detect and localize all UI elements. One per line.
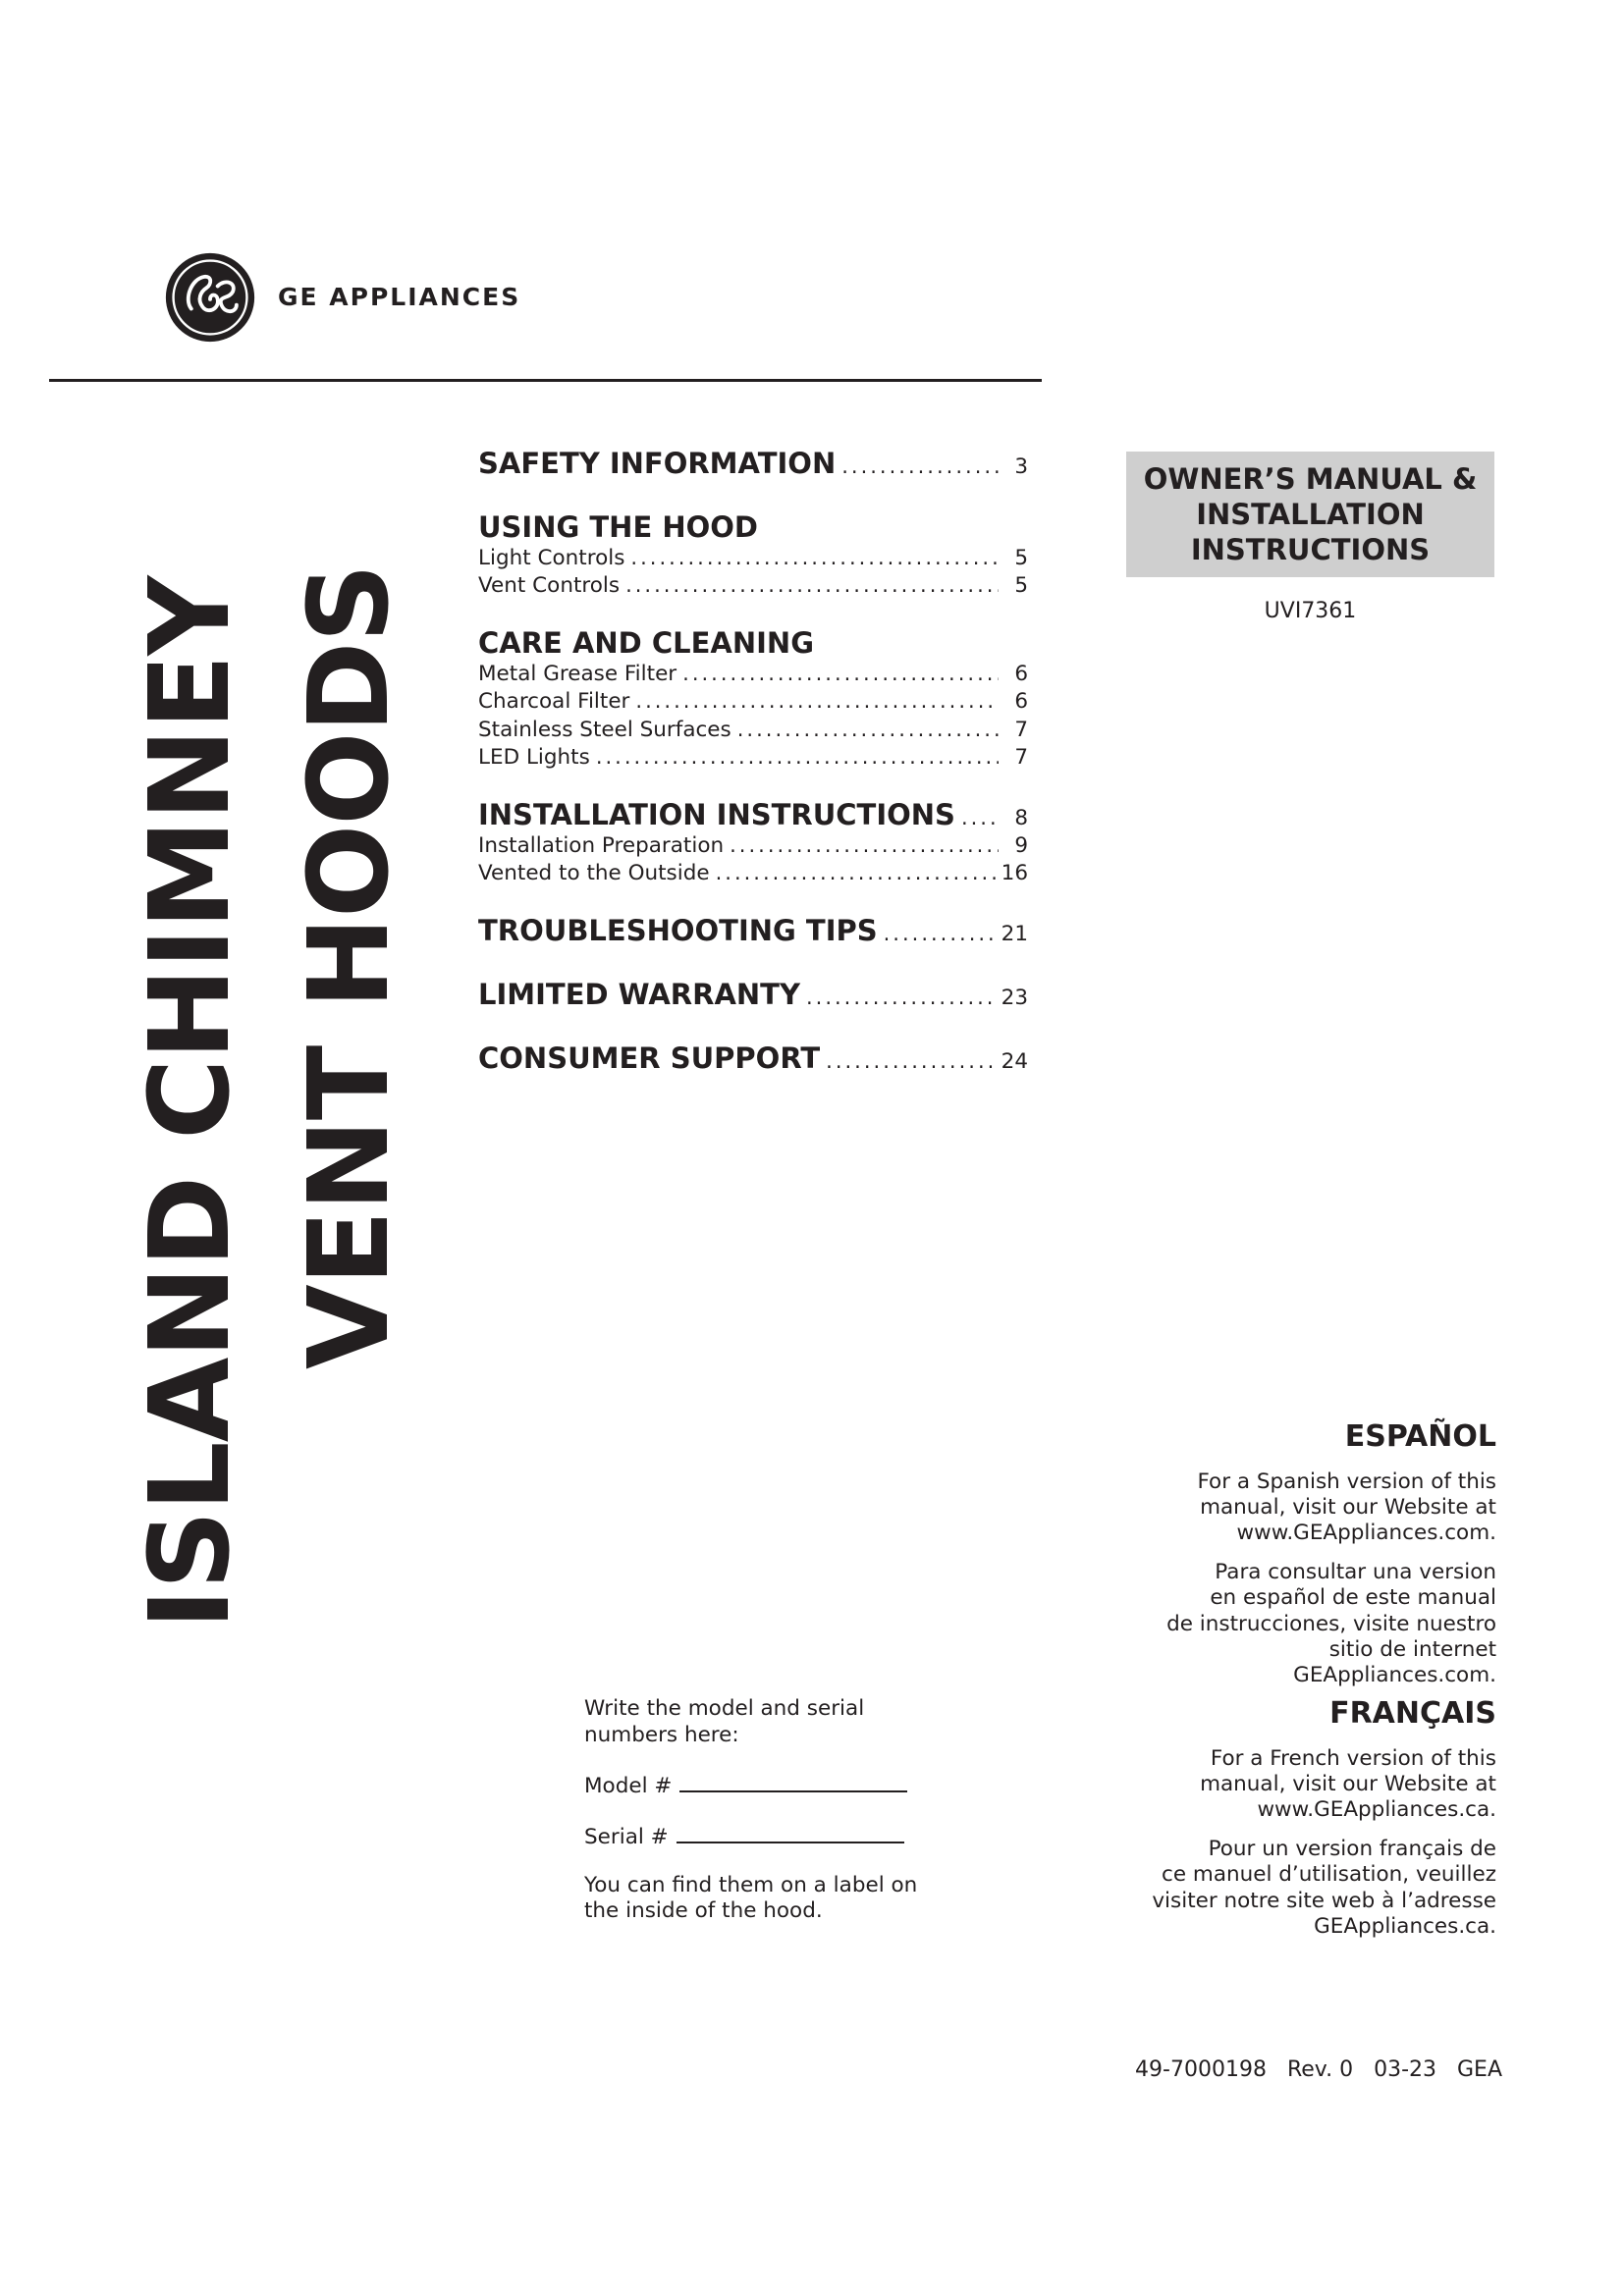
record-note [584, 1873, 1006, 1926]
model-label: Model # [584, 1773, 673, 1798]
text-line: manual, visit our Website at [1200, 1771, 1496, 1796]
text-line: Write the model and serial [584, 1696, 865, 1721]
toc-leader [596, 744, 999, 772]
toc-entry-troubleshooting[interactable] [478, 914, 1028, 948]
toc-entry-installation[interactable] [478, 798, 1028, 832]
francais-french-text [1152, 1837, 1496, 1940]
toc-entry-care-and-cleaning[interactable] [478, 626, 1028, 661]
toc-leader [682, 661, 999, 688]
toc-leader [635, 688, 999, 716]
toc-leader [716, 860, 996, 887]
serial-field[interactable] [584, 1822, 1006, 1851]
spanish-site-link-2[interactable]: GEAppliances.com. [1293, 1663, 1496, 1688]
text-line: manual, visit our Website at [1200, 1494, 1496, 1520]
toc-subentry[interactable] [478, 545, 1028, 573]
doc-number: 49-7000198 [1135, 2057, 1267, 2082]
toc-heading: SAFETY INFORMATION [478, 447, 837, 480]
text-line: de instrucciones, visite nuestro [1166, 1611, 1496, 1636]
toc-leader [961, 806, 999, 830]
document-footer [1135, 2057, 1502, 2082]
title-line-2: VENT HOODS [286, 563, 413, 1369]
text-line: sitio de internet [1328, 1636, 1496, 1662]
toc-subentry[interactable] [478, 688, 1028, 717]
brand-name: GE APPLIANCES [278, 283, 521, 311]
toc-leader [630, 545, 999, 572]
toc-leader [730, 832, 999, 860]
toc-leader [806, 986, 996, 1010]
text-line: ce manuel d’utilisation, veuillez [1162, 1862, 1496, 1888]
toc-heading: INSTALLATION INSTRUCTIONS [478, 797, 955, 831]
toc-page: 24 [1001, 1048, 1028, 1074]
date-code: 03-23 [1374, 2057, 1437, 2082]
toc-entry-warranty[interactable] [478, 978, 1028, 1012]
text-line: You can find them on a label on [584, 1872, 918, 1897]
revision: Rev. 0 [1286, 2057, 1354, 2082]
toc-leader [884, 922, 996, 946]
serial-blank[interactable] [677, 1822, 904, 1843]
model-blank[interactable] [679, 1771, 907, 1792]
text-line: visiter notre site web à l’adresse [1152, 1888, 1496, 1913]
francais-section [1152, 1696, 1496, 1940]
toc-sub-label: Stainless Steel Surfaces [478, 717, 731, 742]
espanol-spanish-text [1166, 1560, 1496, 1688]
text-line: numbers here: [584, 1722, 739, 1747]
toc-subentry[interactable] [478, 744, 1028, 773]
toc-page: 5 [1014, 545, 1028, 570]
text-line: For a French version of this [1210, 1745, 1496, 1771]
toc-subentry[interactable] [478, 832, 1028, 861]
toc-heading: USING THE HOOD [478, 509, 759, 544]
toc-heading: TROUBLESHOOTING TIPS [478, 913, 878, 947]
text-line: en español de este manual [1210, 1585, 1496, 1611]
toc-sub-label: Light Controls [478, 545, 625, 570]
toc-subentry[interactable] [478, 717, 1028, 745]
doc-type-line: OWNER’S MANUAL & [1143, 461, 1478, 496]
header-divider [49, 379, 1042, 382]
toc-subentry[interactable] [478, 860, 1028, 888]
text-line: For a Spanish version of this [1197, 1468, 1496, 1494]
toc-page: 16 [1001, 861, 1028, 886]
toc-sub-label: Charcoal Filter [478, 689, 630, 715]
toc-entry-using-the-hood[interactable] [478, 510, 1028, 545]
record-intro [584, 1696, 1006, 1749]
toc-page: 21 [1001, 921, 1028, 946]
francais-heading: FRANÇAIS [1329, 1696, 1496, 1731]
french-site-link[interactable]: www.GEAppliances.ca. [1257, 1797, 1496, 1823]
company-code: GEA [1457, 2057, 1502, 2082]
toc-leader [625, 572, 999, 600]
toc-leader [841, 454, 999, 479]
toc-entry-consumer-support[interactable] [478, 1041, 1028, 1076]
doc-type-line: INSTRUCTIONS [1190, 533, 1431, 567]
espanol-english-text [1166, 1469, 1496, 1547]
toc-page: 5 [1014, 573, 1028, 599]
text-line: the inside of the hood. [584, 1898, 823, 1924]
toc-page: 9 [1014, 832, 1028, 858]
toc-subentry[interactable] [478, 572, 1028, 601]
francais-english-text [1152, 1746, 1496, 1824]
toc-heading: CONSUMER SUPPORT [478, 1041, 821, 1075]
french-site-link-2[interactable]: GEAppliances.ca. [1314, 1913, 1496, 1939]
toc-leader [826, 1049, 995, 1074]
toc-sub-label: Installation Preparation [478, 832, 725, 858]
model-field[interactable] [584, 1771, 1006, 1800]
toc-sub-label: LED Lights [478, 745, 590, 771]
toc-heading: LIMITED WARRANTY [478, 977, 800, 1011]
toc-page: 3 [1014, 454, 1028, 479]
toc-heading: CARE AND CLEANING [478, 625, 814, 660]
toc-page: 7 [1014, 717, 1028, 742]
toc-page: 7 [1014, 745, 1028, 771]
text-line: Para consultar una version [1215, 1560, 1496, 1585]
title-line-1: ISLAND CHIMNEY [127, 576, 254, 1629]
toc-page: 6 [1014, 661, 1028, 686]
toc-page: 23 [1001, 985, 1028, 1010]
table-of-contents [478, 447, 1028, 1075]
espanol-heading: ESPAÑOL [1344, 1419, 1496, 1454]
toc-sub-label: Vented to the Outside [478, 861, 710, 886]
toc-sub-label: Metal Grease Filter [478, 661, 677, 686]
toc-page: 6 [1014, 689, 1028, 715]
document-type-box [1126, 452, 1494, 577]
toc-leader [737, 717, 999, 744]
toc-sub-label: Vent Controls [478, 573, 621, 599]
spanish-site-link[interactable]: www.GEAppliances.com. [1236, 1521, 1496, 1546]
toc-entry-safety[interactable] [478, 447, 1028, 481]
ge-monogram-icon [163, 250, 257, 345]
model-serial-record [584, 1696, 1006, 1925]
text-line: Pour un version français de [1208, 1837, 1496, 1862]
serial-label: Serial # [584, 1824, 669, 1849]
doc-type-line: INSTALLATION [1196, 497, 1425, 531]
toc-page: 8 [1014, 805, 1028, 830]
toc-subentry[interactable] [478, 661, 1028, 689]
espanol-section [1166, 1419, 1496, 1688]
model-number: UVI7361 [1264, 599, 1357, 623]
